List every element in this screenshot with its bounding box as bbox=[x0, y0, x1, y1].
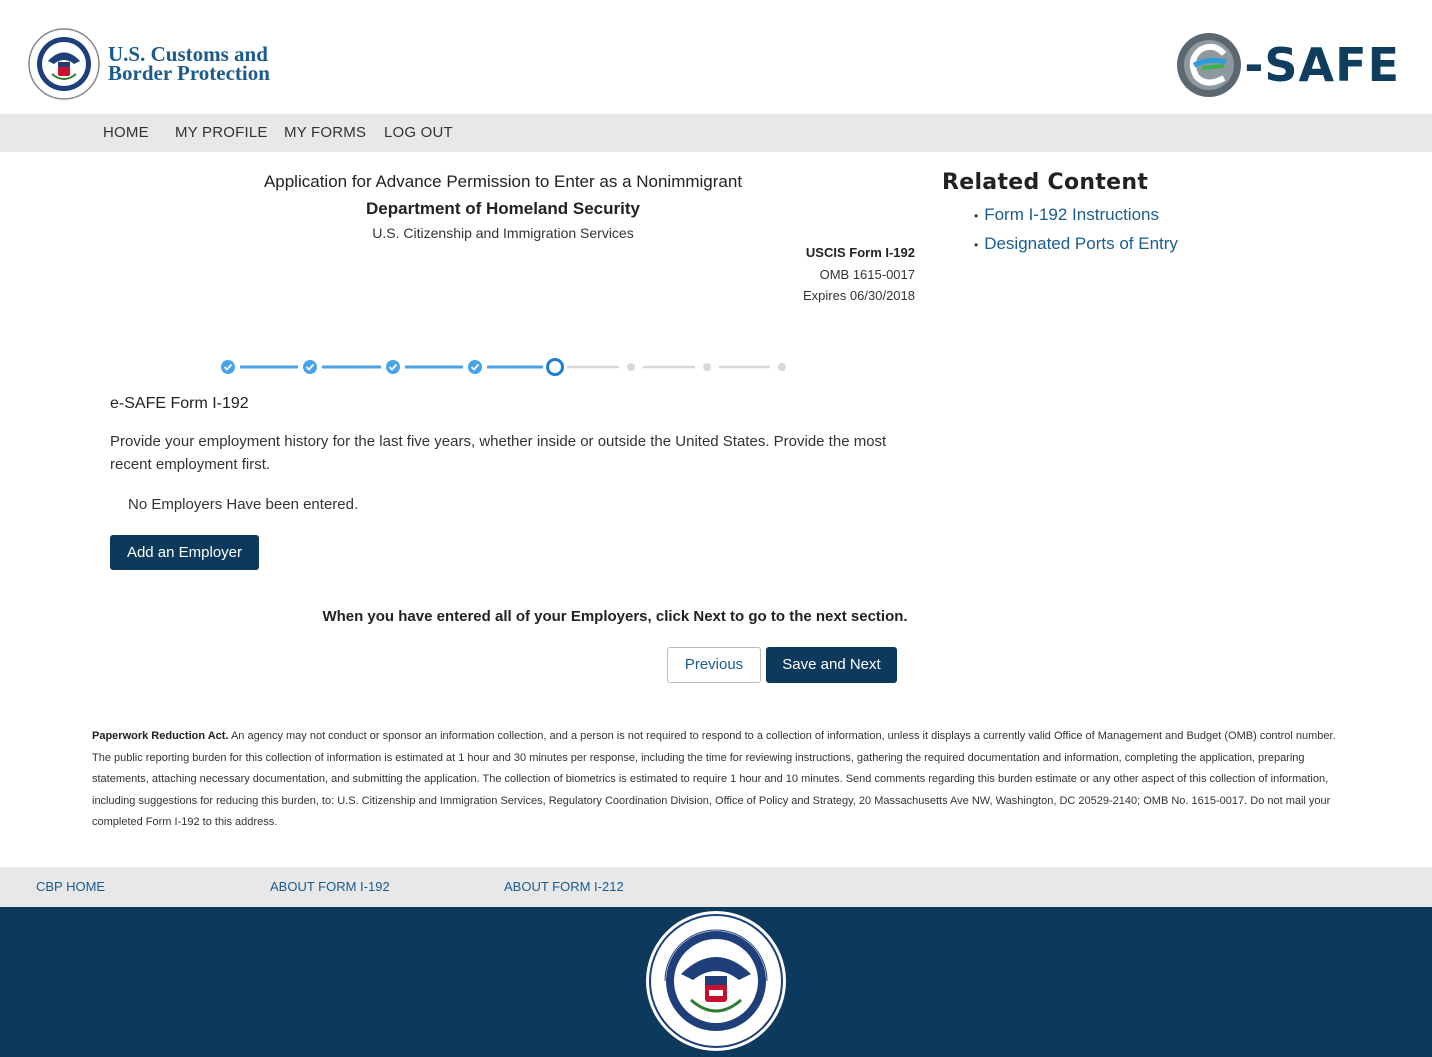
section-title: e-SAFE Form I-192 bbox=[110, 395, 249, 412]
form-id: USCIS Form I-192 bbox=[805, 245, 915, 260]
nav-home[interactable]: HOME bbox=[103, 124, 149, 141]
step-current-icon bbox=[548, 360, 563, 375]
esafe-e-icon bbox=[1174, 30, 1244, 100]
related-link-label: Form I-192 Instructions bbox=[984, 205, 1159, 224]
no-employers-message: No Employers Have been entered. bbox=[128, 496, 359, 513]
paperwork-title: Paperwork Reduction Act. bbox=[92, 730, 229, 742]
bullet-icon: • bbox=[974, 238, 979, 252]
step-complete-icon bbox=[468, 360, 482, 374]
add-employer-button[interactable]: Add an Employer bbox=[110, 535, 259, 570]
footer-cbp-home[interactable]: CBP HOME bbox=[36, 879, 106, 894]
related-links bbox=[976, 201, 1178, 259]
related-link-ports[interactable] bbox=[976, 230, 1178, 259]
related-link-instructions[interactable] bbox=[976, 201, 1178, 230]
dhs-seal-icon bbox=[28, 28, 100, 100]
agency-subtitle: U.S. Citizenship and Immigration Services bbox=[372, 225, 634, 241]
related-content bbox=[942, 170, 1178, 259]
expiry-date: Expires 06/30/2018 bbox=[802, 288, 915, 303]
agency-name-line1: U.S. Customs and bbox=[108, 42, 268, 66]
save-and-next-button[interactable]: Save and Next bbox=[766, 647, 897, 683]
agency-name bbox=[108, 42, 270, 85]
bullet-icon: • bbox=[974, 209, 979, 223]
step-pending-icon bbox=[778, 363, 786, 371]
paperwork-reduction-notice bbox=[92, 726, 1352, 834]
cbp-logo[interactable] bbox=[28, 28, 270, 100]
next-section-note: When you have entered all of your Employers, click Next to go to the next section. bbox=[322, 608, 908, 625]
nav-my-profile[interactable]: MY PROFILE bbox=[175, 124, 268, 141]
footer-links bbox=[0, 867, 1432, 907]
form-header bbox=[160, 168, 846, 244]
related-link-label: Designated Ports of Entry bbox=[984, 234, 1178, 253]
esafe-logo[interactable] bbox=[1174, 30, 1400, 100]
footer-about-i192[interactable]: ABOUT FORM I-192 bbox=[270, 879, 390, 894]
omb-number: OMB 1615-0017 bbox=[819, 266, 915, 282]
step-complete-icon bbox=[303, 360, 317, 374]
step-complete-icon bbox=[221, 360, 235, 374]
form-meta bbox=[700, 242, 915, 307]
nav-log-out[interactable]: LOG OUT bbox=[384, 124, 453, 141]
step-pending-icon bbox=[703, 363, 711, 371]
related-heading: Related Content bbox=[942, 170, 1149, 195]
paperwork-body: An agency may not conduct or sponsor an information collection, and a person is not required to respond to a collection of information, unless it displays a currently valid Office of Management and Budget (OMB) control number. The public reporting burden for this collection of information is estimated at 1 hour and 30 minutes per response, including the time for reviewing instructions, gathering the required documentation and information, completing the application, preparing statements, attaching necessary documentation, and submitting the application. The collection of biometrics is estimated to require 1 hour and 10 minutes. Send comments regarding this burden estimate or any other aspect of this collection of information, including suggestions for reducing this burden, to: U.S. Citizenship and Immigration Services, Regulatory Coordination Division, Office of Policy and Strategy, 20 Massachusetts Ave NW, Washington, DC 20529-2140; OMB No. 1615-0017. Do not mail your completed Form I-192 to this address. bbox=[92, 730, 1336, 828]
progress-stepper bbox=[220, 358, 800, 378]
footer-about-i212[interactable]: ABOUT FORM I-212 bbox=[504, 879, 624, 894]
esafe-wordmark: -SAFE bbox=[1244, 38, 1400, 92]
previous-button[interactable]: Previous bbox=[667, 647, 761, 683]
site-header bbox=[0, 0, 1432, 114]
instructions-text: Provide your employment history for the last five years, whether inside or outside the United States. Provide the most recent employment first. bbox=[110, 433, 887, 473]
form-title: Application for Advance Permission to Enter as a Nonimmigrant bbox=[263, 172, 743, 191]
step-pending-icon bbox=[627, 363, 635, 371]
step-complete-icon bbox=[386, 360, 400, 374]
main-nav bbox=[0, 114, 1432, 152]
agency-name-line2: Border Protection bbox=[108, 61, 270, 85]
department-name: Department of Homeland Security bbox=[366, 199, 640, 218]
nav-my-forms[interactable]: MY FORMS bbox=[284, 124, 367, 141]
dhs-seal-icon bbox=[645, 910, 787, 1052]
